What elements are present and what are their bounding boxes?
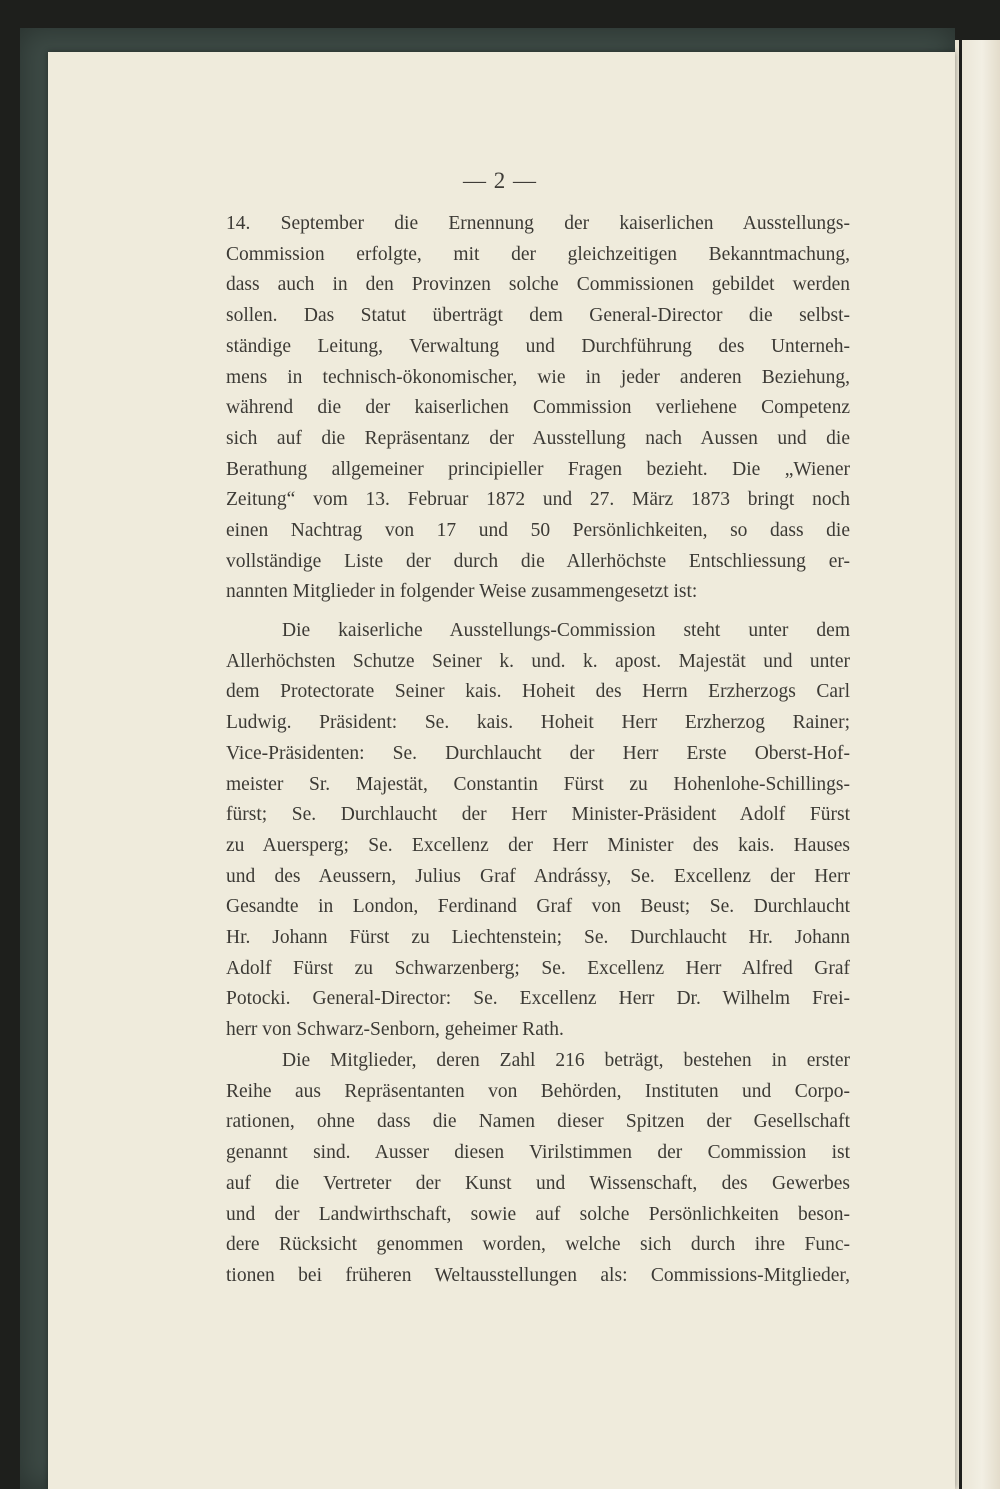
text-line: auf die Vertreter der Kunst und Wissenschaft, des Gewerbes [226, 1172, 850, 1194]
paragraph-2 [226, 616, 850, 1046]
text-line: nannten Mitglieder in folgender Weise zusammengesetzt ist: [226, 581, 698, 603]
text-line: einen Nachtrag von 17 und 50 Persönlichkeiten, so dass die [226, 520, 850, 542]
text-line: Die kaiserliche Ausstellungs-Commission steht unter dem [282, 620, 850, 641]
text-line: während die der kaiserlichen Commission verliehene Competenz [226, 397, 850, 419]
page-number: — 2 — [463, 168, 537, 193]
text-line: und des Aeussern, Julius Graf Andrássy, Se. Excellenz der Herr [226, 865, 850, 887]
text-line: Potocki. General-Director: Se. Excellenz Herr Dr. Wilhelm Frei- [226, 988, 850, 1010]
text-line: dem Protectorate Seiner kais. Hoheit des Herrn Erzherzogs Carl [226, 681, 850, 703]
text-line: Die Mitglieder, deren Zahl 216 beträgt, bestehen in erster [282, 1050, 850, 1071]
text-line: Berathung allgemeiner principieller Fragen bezieht. Die „Wiener [226, 458, 850, 480]
text-line: dass auch in den Provinzen solche Commissionen gebildet werden [226, 274, 850, 296]
adjacent-page-edge [955, 40, 1000, 1489]
text-line: herr von Schwarz-Senborn, geheimer Rath. [226, 1019, 564, 1041]
text-line: Gesandte in London, Ferdinand Graf von Beust; Se. Durchlaucht [226, 896, 850, 918]
text-line: Reihe aus Repräsentanten von Behörden, Instituten und Corpo- [226, 1080, 850, 1102]
text-line: Ludwig. Präsident: Se. kais. Hoheit Herr Erzherzog Rainer; [226, 712, 850, 734]
text-line: tionen bei früheren Weltausstellungen als: Commissions-Mitglieder, [226, 1264, 850, 1286]
text-line: dere Rücksicht genommen worden, welche sich durch ihre Func- [226, 1234, 850, 1256]
text-line: 14. September die Ernennung der kaiserlichen Ausstellungs- [226, 213, 850, 234]
text-line: meister Sr. Majestät, Constantin Fürst zu Hohenlohe-Schillings- [226, 773, 850, 795]
text-line: mens in technisch-ökonomischer, wie in jeder anderen Beziehung, [226, 366, 850, 388]
paragraph-1 [226, 209, 850, 608]
text-line: Commission erfolgte, mit der gleichzeitigen Bekanntmachung, [226, 243, 850, 265]
text-line: Hr. Johann Fürst zu Liechtenstein; Se. Durchlaucht Hr. Johann [226, 927, 850, 949]
text-line: Zeitung“ vom 13. Februar 1872 und 27. März 1873 bringt noch [226, 489, 850, 511]
edge-line [959, 40, 962, 1489]
text-line: vollständige Liste der durch die Allerhöchste Entschliessung er- [226, 550, 850, 572]
text-line: zu Auersperg; Se. Excellenz der Herr Minister des kais. Hauses [226, 834, 850, 856]
text-line: Allerhöchsten Schutze Seiner k. und. k. apost. Majestät und unter [226, 650, 850, 672]
text-line: rationen, ohne dass die Namen dieser Spitzen der Gesellschaft [226, 1111, 850, 1133]
text-line: genannt sind. Ausser diesen Virilstimmen der Commission ist [226, 1142, 850, 1164]
text-line: ständige Leitung, Verwaltung und Durchführung des Unterneh- [226, 335, 850, 357]
text-line: und der Landwirthschaft, sowie auf solche Persönlichkeiten beson- [226, 1203, 850, 1225]
text-line: fürst; Se. Durchlaucht der Herr Minister-Präsident Adolf Fürst [226, 804, 850, 826]
text-line: Vice-Präsidenten: Se. Durchlaucht der Herr Erste Oberst-Hof- [226, 742, 850, 764]
text-line: sich auf die Repräsentanz der Ausstellung nach Aussen und die [226, 427, 850, 449]
text-line: sollen. Das Statut überträgt dem General-Director die selbst- [226, 305, 850, 327]
paragraph-3 [226, 1046, 850, 1292]
text-line: Adolf Fürst zu Schwarzenberg; Se. Excellenz Herr Alfred Graf [226, 957, 850, 979]
